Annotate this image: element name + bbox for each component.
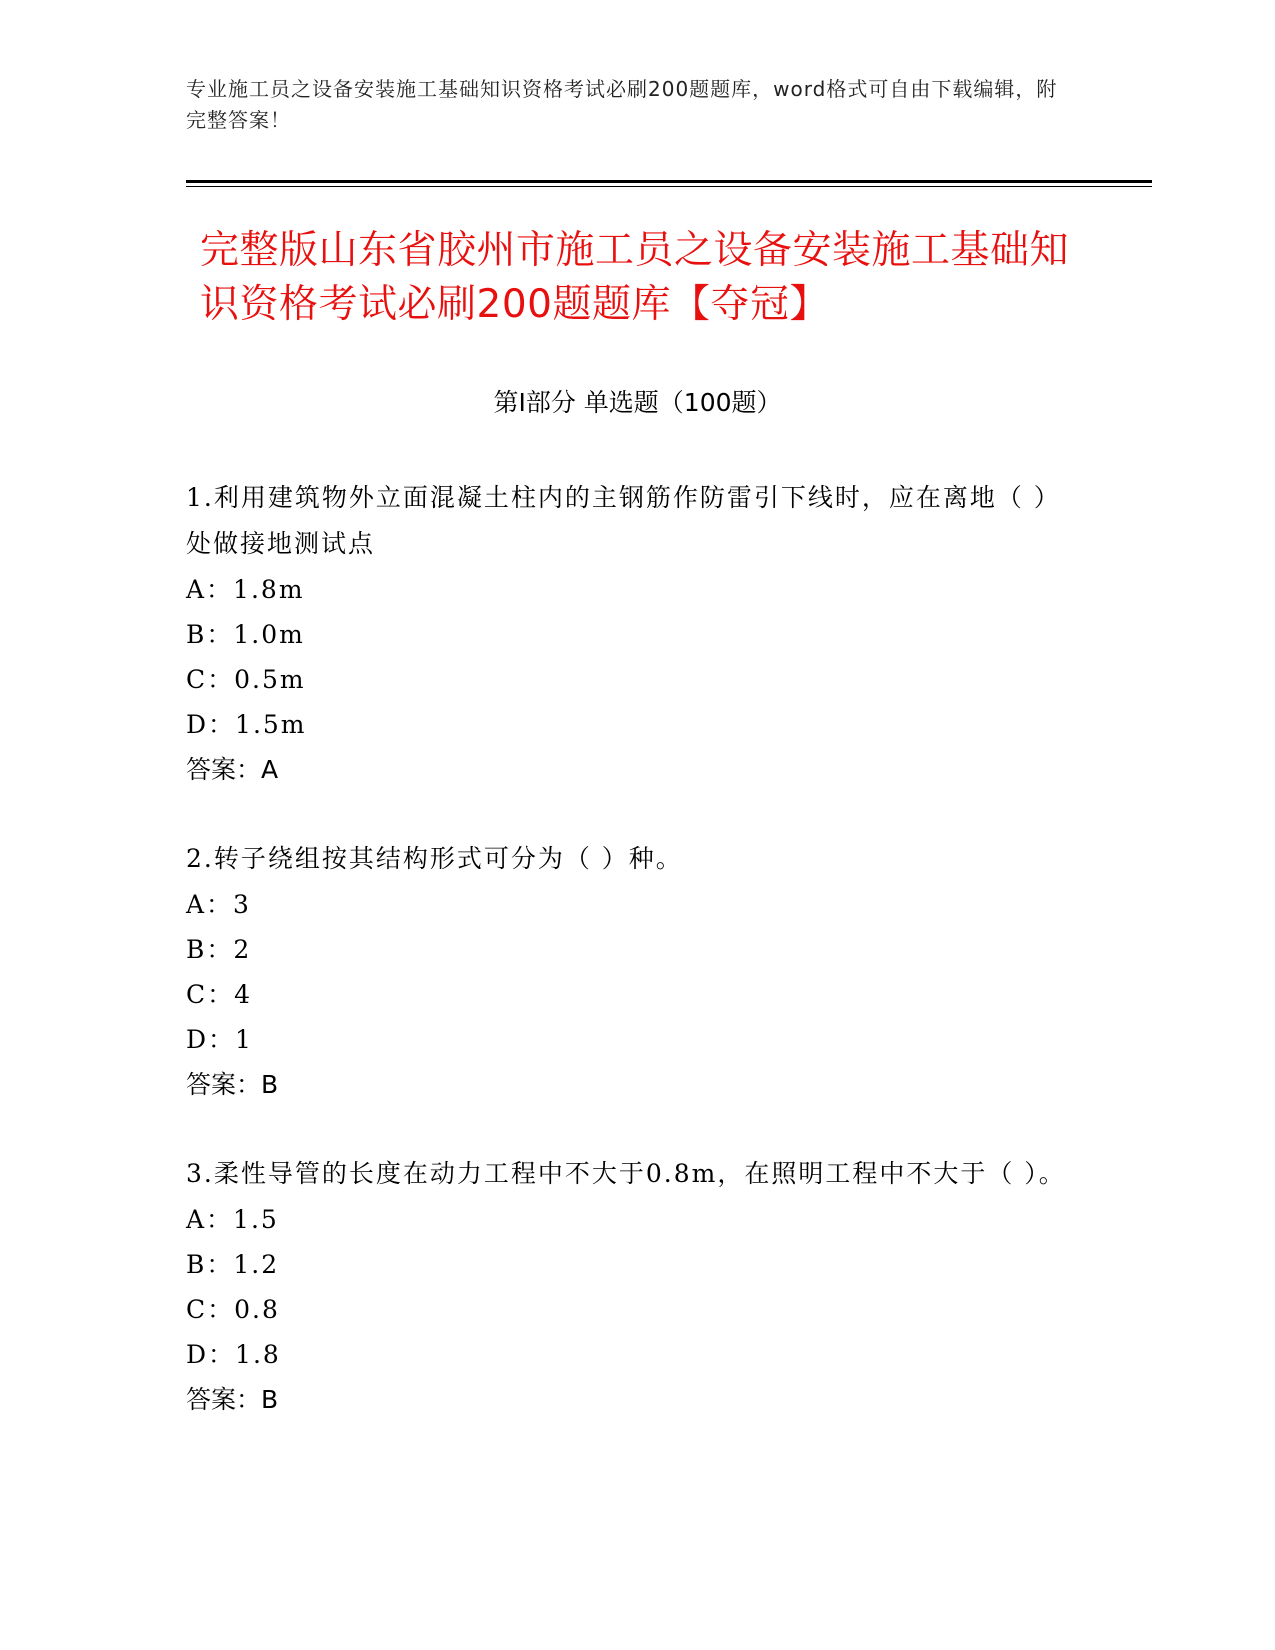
option-b: B：1.2 <box>186 1250 280 1279</box>
question-stem: 2.转子绕组按其结构形式可分为（ ）种。 <box>186 844 683 873</box>
answer: 答案：B <box>186 1385 279 1414</box>
question-item <box>186 1151 1066 1422</box>
option-d: D：1.5m <box>186 710 307 739</box>
question-stem: 1.利用建筑物外立面混凝土柱内的主钢筋作防雷引下线时，应在离地（ ）处做接地测试点 <box>186 483 1061 558</box>
option-a: A：3 <box>186 890 251 919</box>
header-rule-thick <box>186 180 1152 183</box>
question-stem: 3.柔性导管的长度在动力工程中不大于0.8m，在照明工程中不大于（ ）。 <box>186 1159 1066 1188</box>
option-c: C：4 <box>186 980 253 1009</box>
question-list <box>186 475 1066 1466</box>
question-item <box>186 836 1066 1107</box>
option-b: B：2 <box>186 935 252 964</box>
option-c: C：0.8 <box>186 1295 280 1324</box>
answer: 答案：A <box>186 755 279 784</box>
option-d: D：1.8 <box>186 1340 281 1369</box>
option-c: C：0.5m <box>186 665 306 694</box>
question-item <box>186 475 1066 792</box>
option-b: B：1.0m <box>186 620 305 649</box>
section-heading: 第I部分 单选题（100题） <box>493 388 782 417</box>
option-d: D：1 <box>186 1025 253 1054</box>
header-note: 专业施工员之设备安装施工基础知识资格考试必刷200题题库，word格式可自由下载编辑，附完整答案！ <box>186 77 1058 132</box>
document-title: 完整版山东省胶州市施工员之设备安装施工基础知识资格考试必刷200题题库【夺冠】 <box>200 228 1070 327</box>
option-a: A：1.8m <box>186 575 305 604</box>
answer: 答案：B <box>186 1070 279 1099</box>
header-rule-thin <box>186 186 1152 187</box>
option-a: A：1.5 <box>186 1205 279 1234</box>
